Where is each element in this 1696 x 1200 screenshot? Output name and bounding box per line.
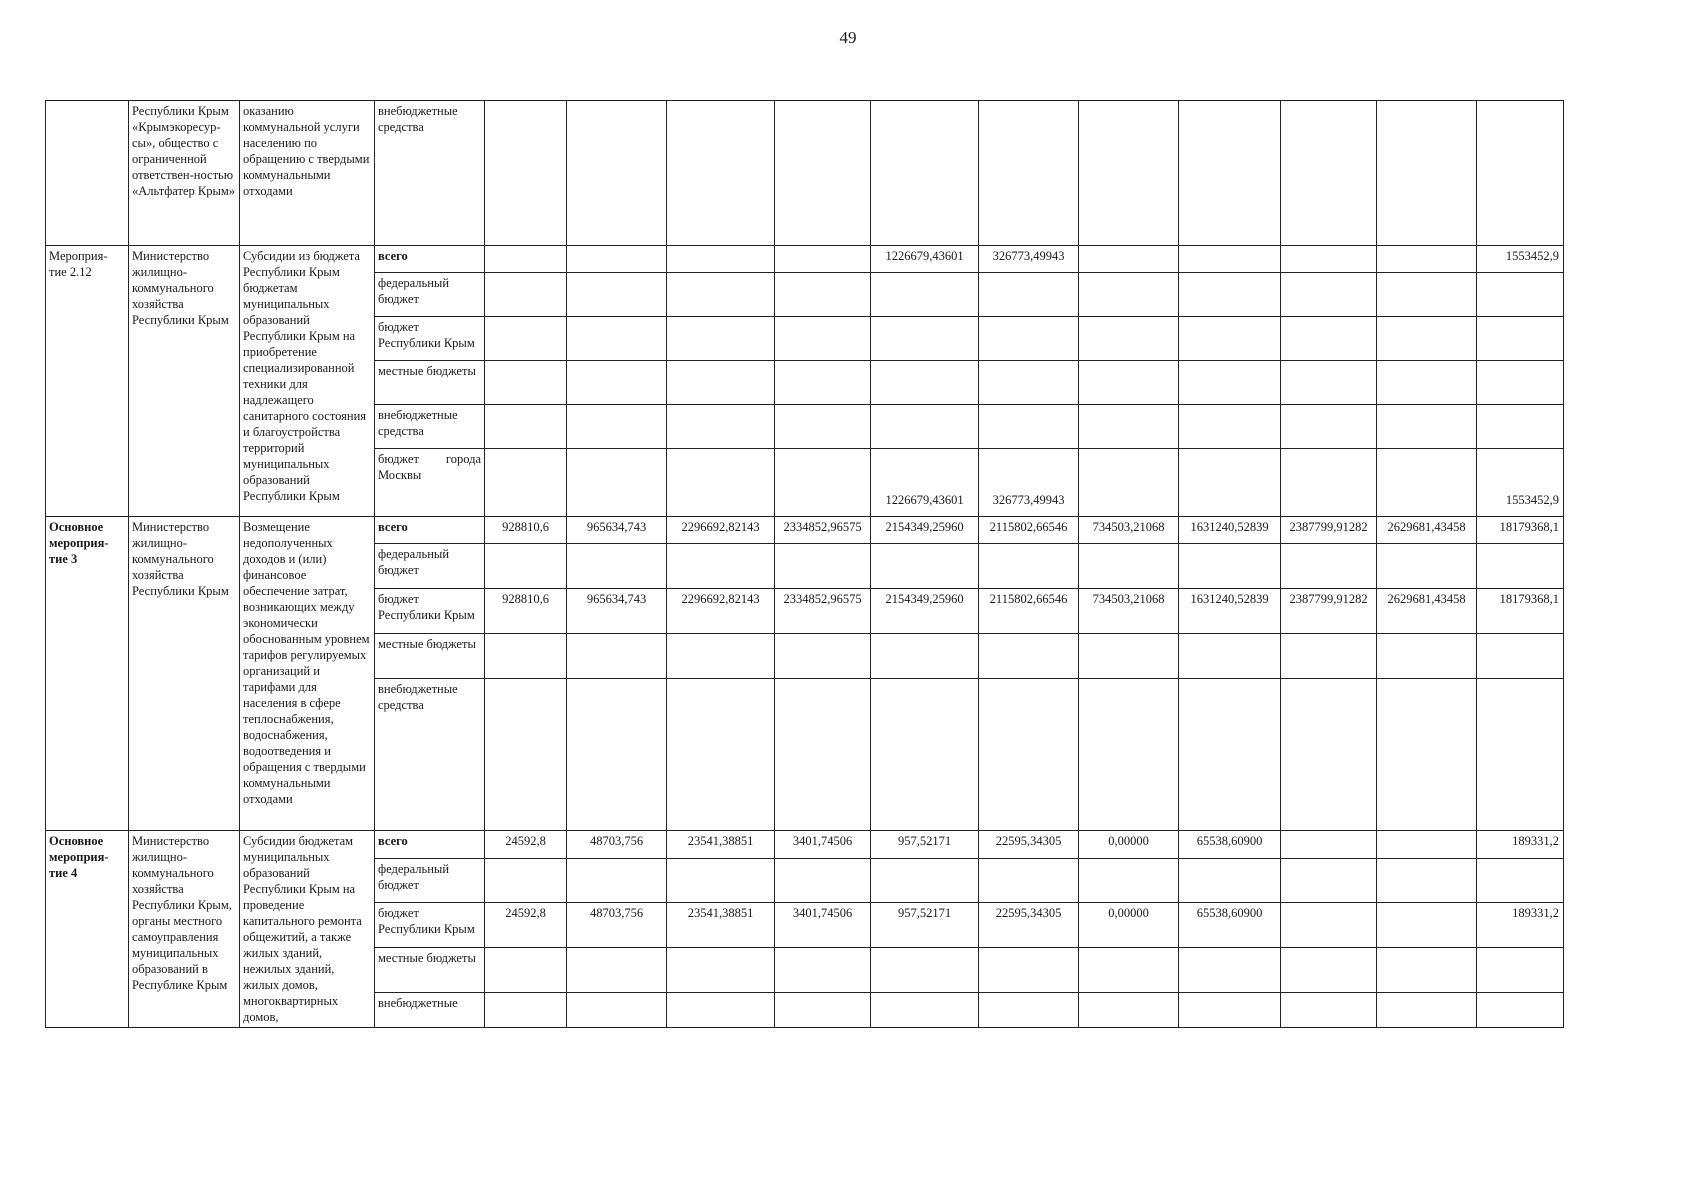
empty-cell [1377, 544, 1477, 589]
value-cell: 189331,2 [1477, 903, 1564, 948]
value-cell: 957,52171 [871, 903, 979, 948]
empty-cell [1281, 405, 1377, 449]
empty-cell [567, 858, 667, 903]
empty-cell [979, 993, 1079, 1028]
empty-cell [1179, 634, 1281, 679]
empty-cell [667, 101, 775, 246]
source-label: федеральный бюджет [375, 273, 485, 317]
value-cell: 1553452,9 [1477, 246, 1564, 273]
empty-cell [979, 317, 1079, 361]
source-label: федеральный бюджет [375, 544, 485, 589]
value-cell: 2387799,91282 [1281, 517, 1377, 544]
value-cell: 2154349,25960 [871, 589, 979, 634]
empty-cell [1477, 317, 1564, 361]
empty-cell [1377, 449, 1477, 517]
empty-cell [871, 317, 979, 361]
empty-cell [667, 273, 775, 317]
value-cell: 2629681,43458 [1377, 589, 1477, 634]
empty-cell [667, 634, 775, 679]
empty-cell [1281, 634, 1377, 679]
empty-cell [979, 858, 1079, 903]
empty-cell [485, 948, 567, 993]
value-cell: 2296692,82143 [667, 589, 775, 634]
empty-cell [1079, 361, 1179, 405]
value-cell: 24592,8 [485, 831, 567, 859]
empty-cell [1281, 544, 1377, 589]
empty-cell [1281, 449, 1377, 517]
empty-cell [871, 634, 979, 679]
value-cell: 957,52171 [871, 831, 979, 859]
value-cell: 2115802,66546 [979, 517, 1079, 544]
empty-cell [567, 544, 667, 589]
empty-cell [1377, 679, 1477, 831]
empty-cell [979, 634, 1079, 679]
empty-cell [567, 361, 667, 405]
value-cell: 65538,60900 [1179, 903, 1281, 948]
empty-cell [485, 544, 567, 589]
empty-cell [1079, 634, 1179, 679]
empty-cell [1179, 679, 1281, 831]
empty-cell [567, 948, 667, 993]
empty-cell [979, 679, 1079, 831]
empty-cell [775, 679, 871, 831]
empty-cell [979, 948, 1079, 993]
empty-cell [1477, 993, 1564, 1028]
empty-cell [485, 858, 567, 903]
empty-cell [567, 273, 667, 317]
value-cell: 1631240,52839 [1179, 517, 1281, 544]
table-row [46, 517, 1564, 544]
description-cell: оказанию коммунальной услуги населению по обращению с твердыми коммунальными отходами [240, 101, 375, 246]
empty-cell [1477, 948, 1564, 993]
code-cell: Основное мероприя-тие 3 [46, 517, 129, 831]
empty-cell [871, 948, 979, 993]
empty-cell [1079, 948, 1179, 993]
value-cell: 326773,49943 [979, 246, 1079, 273]
empty-cell [485, 361, 567, 405]
empty-cell [1477, 858, 1564, 903]
value-cell: 2334852,96575 [775, 589, 871, 634]
empty-cell [1179, 948, 1281, 993]
empty-cell [567, 679, 667, 831]
empty-cell [667, 948, 775, 993]
value-cell: 65538,60900 [1179, 831, 1281, 859]
empty-cell [1477, 405, 1564, 449]
value-cell: 2296692,82143 [667, 517, 775, 544]
source-label: местные бюджеты [375, 634, 485, 679]
code-cell: Основное мероприя-тие 4 [46, 831, 129, 1028]
value-cell: 48703,756 [567, 831, 667, 859]
empty-cell [775, 317, 871, 361]
value-cell: 23541,38851 [667, 831, 775, 859]
table-row [46, 831, 1564, 859]
empty-cell [567, 449, 667, 517]
empty-cell [1377, 361, 1477, 405]
source-label: местные бюджеты [375, 948, 485, 993]
empty-cell [1377, 405, 1477, 449]
source-label: бюджет города Москвы [378, 452, 481, 482]
value-cell: 928810,6 [485, 517, 567, 544]
empty-cell [567, 317, 667, 361]
empty-cell [1281, 101, 1377, 246]
empty-cell [775, 361, 871, 405]
value-cell: 734503,21068 [1079, 589, 1179, 634]
empty-cell [667, 361, 775, 405]
value-cell: 1631240,52839 [1179, 589, 1281, 634]
value-cell: 1226679,43601 [871, 449, 979, 517]
value-cell: 24592,8 [485, 903, 567, 948]
budget-table [45, 100, 1564, 1028]
value-cell: 2334852,96575 [775, 517, 871, 544]
empty-cell [1377, 634, 1477, 679]
source-label: внебюджетные средства [375, 405, 485, 449]
empty-cell [567, 246, 667, 273]
value-cell [1281, 831, 1377, 859]
source-label: внебюджетные средства [375, 101, 485, 246]
empty-cell [667, 317, 775, 361]
empty-cell [1281, 273, 1377, 317]
empty-cell [485, 993, 567, 1028]
empty-cell [1179, 405, 1281, 449]
empty-cell [1281, 246, 1377, 273]
empty-cell [1377, 101, 1477, 246]
empty-cell [1477, 273, 1564, 317]
executor-cell: Республики Крым «Крымэкоресур-сы», общество с ограниченной ответствен-ностью «Альтфатер Крым» [129, 101, 240, 246]
value-cell: 48703,756 [567, 903, 667, 948]
empty-cell [1079, 679, 1179, 831]
value-cell [1281, 903, 1377, 948]
empty-cell [1281, 317, 1377, 361]
empty-cell [667, 679, 775, 831]
empty-cell [1377, 273, 1477, 317]
value-cell: 3401,74506 [775, 831, 871, 859]
empty-cell [1281, 858, 1377, 903]
source-label: бюджет Республики Крым [375, 317, 485, 361]
page-number: 49 [839, 28, 857, 47]
empty-cell [775, 993, 871, 1028]
code-cell: Мероприя-тие 2.12 [46, 246, 129, 517]
source-label: внебюджетные средства [375, 679, 485, 831]
source-label: федеральный бюджет [375, 858, 485, 903]
empty-cell [979, 361, 1079, 405]
empty-cell [667, 405, 775, 449]
empty-cell [979, 101, 1079, 246]
empty-cell [485, 449, 567, 517]
empty-cell [1179, 449, 1281, 517]
source-label: бюджет Республики Крым [375, 903, 485, 948]
empty-cell [1079, 273, 1179, 317]
value-cell: 1553452,9 [1477, 449, 1564, 517]
value-cell: 18179368,1 [1477, 517, 1564, 544]
value-cell: 2629681,43458 [1377, 517, 1477, 544]
empty-cell [1179, 858, 1281, 903]
source-label: внебюджетные [375, 993, 485, 1028]
executor-cell: Министерство жилищно-коммунального хозяйства Республики Крым [129, 517, 240, 831]
empty-cell [1179, 544, 1281, 589]
table-row [46, 101, 1564, 246]
empty-cell [979, 273, 1079, 317]
empty-cell [775, 544, 871, 589]
empty-cell [1079, 405, 1179, 449]
empty-cell [979, 544, 1079, 589]
description-cell: Субсидии бюджетам муниципальных образований Республики Крым на проведение капитального ремонта общежитий, а также жилых зданий, нежилых зданий, жилых домов, многоквартирных домов, [240, 831, 375, 1028]
empty-cell [567, 405, 667, 449]
table-row [46, 246, 1564, 273]
empty-cell [1079, 544, 1179, 589]
empty-cell [1179, 317, 1281, 361]
empty-cell [871, 993, 979, 1028]
empty-cell [1079, 101, 1179, 246]
empty-cell [871, 679, 979, 831]
empty-cell [1477, 101, 1564, 246]
empty-cell [871, 101, 979, 246]
empty-cell [871, 273, 979, 317]
empty-cell [1179, 993, 1281, 1028]
value-cell: 0,00000 [1079, 831, 1179, 859]
empty-cell [375, 449, 485, 517]
empty-cell [871, 361, 979, 405]
source-label: местные бюджеты [375, 361, 485, 405]
empty-cell [1179, 246, 1281, 273]
empty-cell [1179, 273, 1281, 317]
empty-cell [1281, 361, 1377, 405]
source-label: всего [375, 831, 485, 859]
empty-cell [1477, 544, 1564, 589]
code-cell [46, 101, 129, 246]
empty-cell [485, 273, 567, 317]
empty-cell [667, 246, 775, 273]
empty-cell [775, 858, 871, 903]
empty-cell [485, 405, 567, 449]
empty-cell [775, 246, 871, 273]
executor-cell: Министерство жилищно-коммунального хозяйства Республики Крым [129, 246, 240, 517]
value-cell: 189331,2 [1477, 831, 1564, 859]
source-label: бюджет Республики Крым [375, 589, 485, 634]
source-label: всего [375, 246, 485, 273]
value-cell: 326773,49943 [979, 449, 1079, 517]
empty-cell [775, 405, 871, 449]
empty-cell [1281, 993, 1377, 1028]
empty-cell [1281, 679, 1377, 831]
empty-cell [667, 544, 775, 589]
empty-cell [775, 101, 871, 246]
empty-cell [775, 634, 871, 679]
value-cell: 2115802,66546 [979, 589, 1079, 634]
empty-cell [871, 858, 979, 903]
value-cell: 22595,34305 [979, 831, 1079, 859]
empty-cell [775, 449, 871, 517]
value-cell: 2387799,91282 [1281, 589, 1377, 634]
value-cell [1377, 831, 1477, 859]
empty-cell [567, 101, 667, 246]
value-cell: 23541,38851 [667, 903, 775, 948]
empty-cell [1079, 858, 1179, 903]
empty-cell [567, 993, 667, 1028]
empty-cell [1079, 993, 1179, 1028]
empty-cell [1477, 361, 1564, 405]
value-cell: 2154349,25960 [871, 517, 979, 544]
empty-cell [1477, 634, 1564, 679]
empty-cell [485, 679, 567, 831]
value-cell: 965634,743 [567, 589, 667, 634]
empty-cell [567, 634, 667, 679]
value-cell: 0,00000 [1079, 903, 1179, 948]
value-cell: 18179368,1 [1477, 589, 1564, 634]
value-cell: 928810,6 [485, 589, 567, 634]
empty-cell [1477, 679, 1564, 831]
empty-cell [667, 449, 775, 517]
source-label: всего [375, 517, 485, 544]
empty-cell [485, 101, 567, 246]
value-cell: 734503,21068 [1079, 517, 1179, 544]
empty-cell [667, 993, 775, 1028]
empty-cell [1377, 246, 1477, 273]
value-cell [1377, 903, 1477, 948]
empty-cell [1079, 317, 1179, 361]
empty-cell [485, 246, 567, 273]
description-cell: Возмещение недополученных доходов и (или) финансовое обеспечение затрат, возникающих между экономически обоснованным уровнем тарифов регулируемых организаций и тарифами для населения в сфере теплоснабжения, водоснабжения, водоотведения и обращения с твердыми коммунальными отходами [240, 517, 375, 831]
value-cell: 965634,743 [567, 517, 667, 544]
empty-cell [1079, 246, 1179, 273]
empty-cell [1079, 449, 1179, 517]
empty-cell [485, 317, 567, 361]
empty-cell [1179, 101, 1281, 246]
value-cell: 3401,74506 [775, 903, 871, 948]
empty-cell [1179, 361, 1281, 405]
executor-cell: Министерство жилищно-коммунального хозяйства Республики Крым, органы местного самоуправления муниципальных образований в Республике Крым [129, 831, 240, 1028]
empty-cell [1377, 948, 1477, 993]
value-cell: 1226679,43601 [871, 246, 979, 273]
empty-cell [871, 544, 979, 589]
empty-cell [871, 405, 979, 449]
description-cell: Субсидии из бюджета Республики Крым бюджетам муниципальных образований Республики Крым на приобретение специализированной техники для надлежащего санитарного состояния и благоустройства территорий муниципальных образований Республики Крым [240, 246, 375, 517]
empty-cell [775, 273, 871, 317]
empty-cell [1377, 858, 1477, 903]
empty-cell [667, 858, 775, 903]
empty-cell [775, 948, 871, 993]
empty-cell [979, 405, 1079, 449]
empty-cell [1281, 948, 1377, 993]
empty-cell [1377, 993, 1477, 1028]
empty-cell [1377, 317, 1477, 361]
value-cell: 22595,34305 [979, 903, 1079, 948]
empty-cell [485, 634, 567, 679]
